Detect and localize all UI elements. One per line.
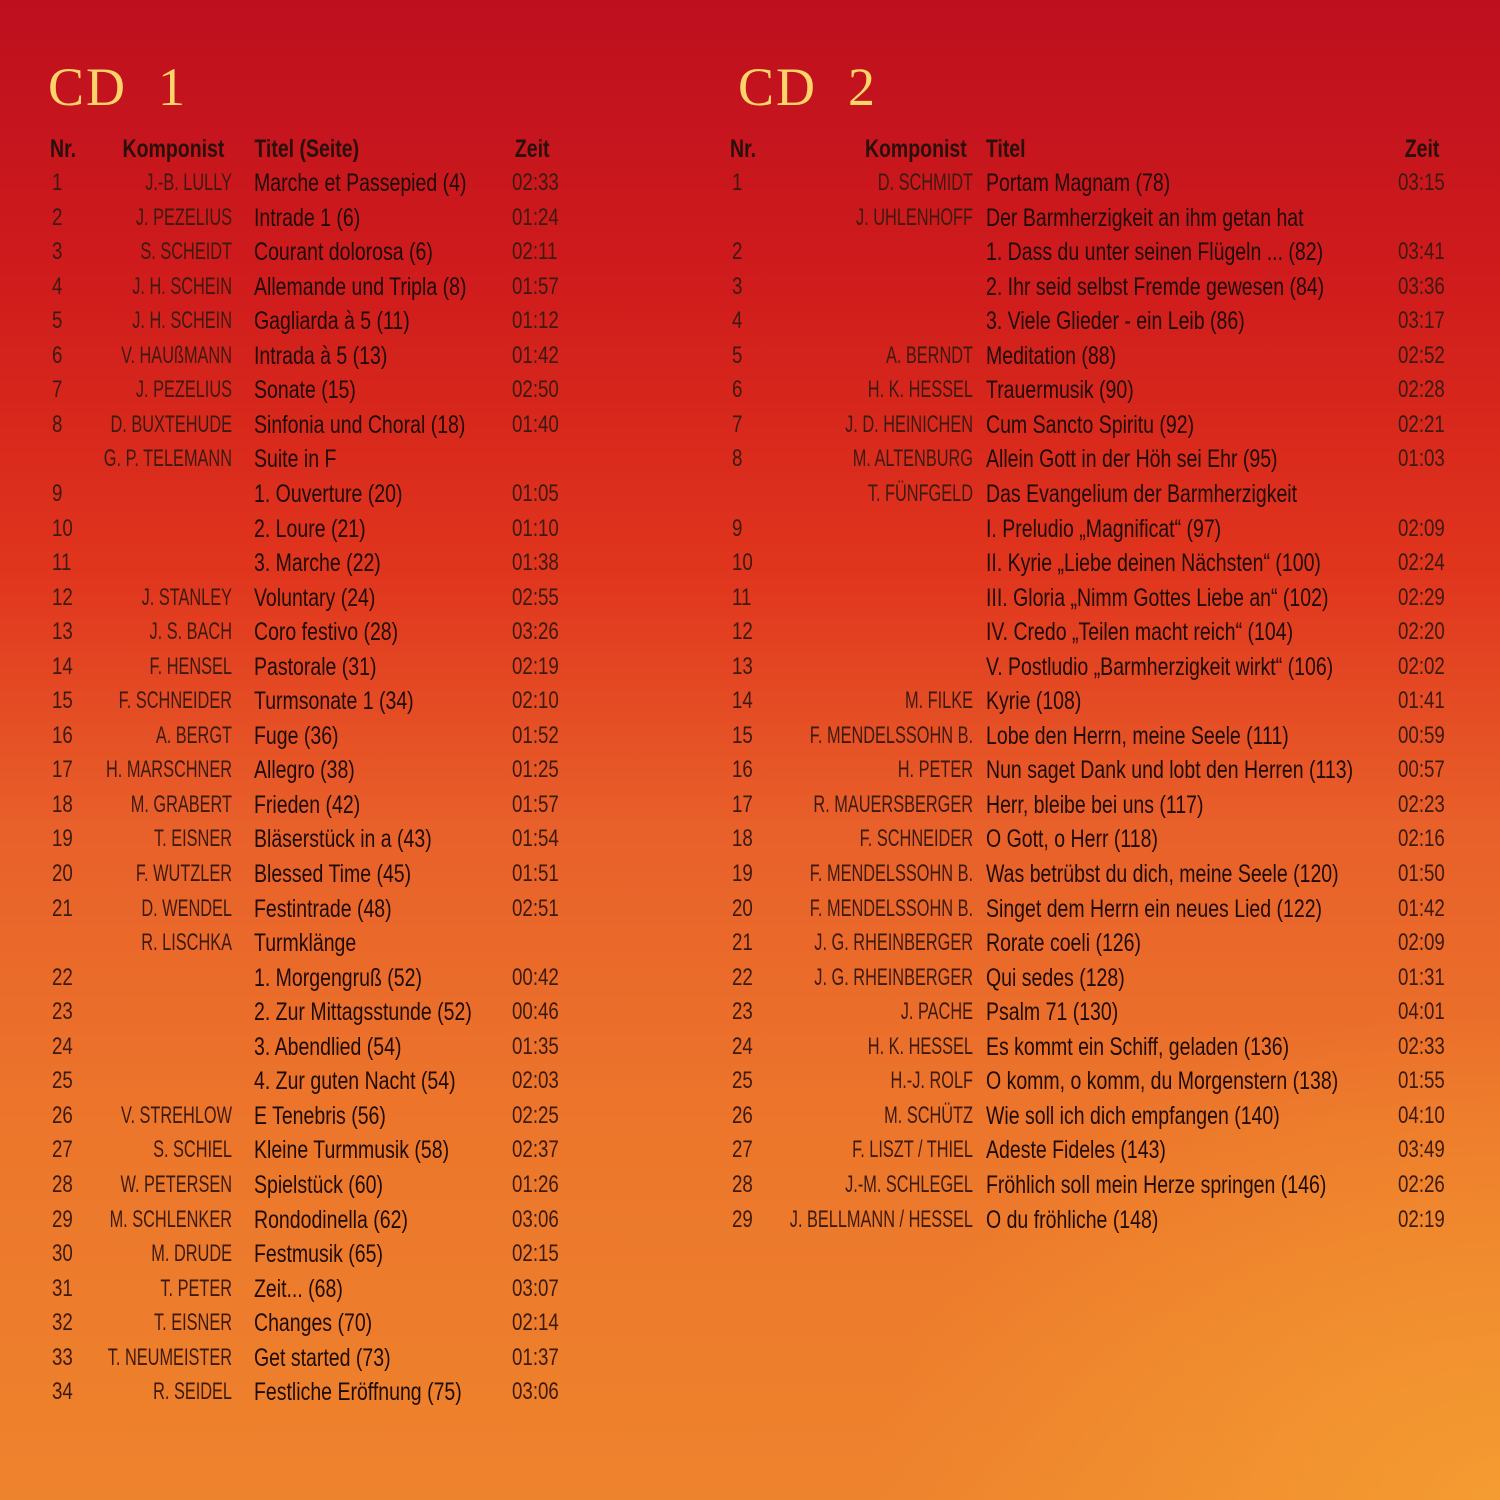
composer: J. H. SCHEIN (132, 307, 232, 335)
duration: 02:03 (512, 1067, 559, 1095)
track-row (0, 1030, 1500, 1064)
track-number: 28 (52, 1170, 73, 1198)
track-number: 10 (732, 549, 753, 577)
track-number: 25 (732, 1067, 753, 1095)
track-number: 24 (732, 1032, 753, 1060)
track-title: Festintrade (48) (254, 894, 392, 923)
track-title: Rorate coeli (126) (986, 929, 1142, 958)
track-title: O du fröhliche (148) (986, 1205, 1159, 1234)
composer: D. WENDEL (141, 894, 232, 922)
track-number: 18 (732, 825, 753, 853)
track-row (0, 684, 1500, 718)
track-title: Allemande und Tripla (8) (254, 272, 467, 301)
cd2-header-row (730, 132, 1440, 166)
track-number: 8 (52, 410, 63, 438)
track-number: 26 (52, 1101, 73, 1129)
track-title: 3. Abendlied (54) (254, 1032, 402, 1061)
composer: M. DRUDE (151, 1240, 232, 1268)
composer: T. EISNER (154, 1309, 232, 1337)
track-title: Marche et Passepied (4) (254, 169, 467, 197)
track-row (0, 339, 1500, 373)
duration: 00:46 (512, 998, 559, 1026)
track-number: 29 (732, 1205, 753, 1233)
track-row (0, 995, 1500, 1029)
track-title: Courant dolorosa (6) (254, 238, 433, 267)
track-title: Suite in F (254, 445, 337, 474)
duration: 01:26 (512, 1170, 559, 1198)
track-title: Fuge (36) (254, 721, 339, 750)
track-number: 27 (732, 1136, 753, 1164)
track-row (0, 1306, 1500, 1340)
duration: 03:06 (512, 1378, 559, 1406)
track-number: 17 (52, 756, 73, 784)
track-title: Trauermusik (90) (986, 376, 1134, 405)
track-number: 33 (52, 1343, 73, 1371)
composer: T. NEUMEISTER (107, 1343, 232, 1371)
composer: M. SCHLENKER (109, 1205, 232, 1233)
composer: J.-B. LULLY (145, 169, 232, 196)
track-row (0, 1272, 1500, 1306)
composer: H. K. HESSEL (867, 376, 973, 404)
duration: 01:41 (1398, 687, 1445, 715)
track-title: IV. Credo „Teilen macht reich“ (104) (986, 618, 1294, 647)
duration: 02:37 (512, 1136, 559, 1164)
duration: 01:03 (1398, 445, 1445, 473)
composer: W. PETERSEN (120, 1170, 232, 1198)
duration: 02:33 (1398, 1032, 1445, 1060)
track-title: Qui sedes (128) (986, 963, 1125, 992)
track-number: 12 (52, 583, 73, 611)
composer: G. P. TELEMANN (103, 445, 232, 473)
duration: 03:49 (1398, 1136, 1445, 1164)
track-number: 1 (732, 169, 743, 196)
duration: 01:42 (1398, 894, 1445, 922)
track-title: Allegro (38) (254, 756, 355, 785)
composer: F. HENSEL (149, 652, 232, 680)
duration: 02:20 (1398, 618, 1445, 646)
track-number: 34 (52, 1378, 73, 1406)
track-title: Lobe den Herrn, meine Seele (111) (986, 721, 1289, 750)
track-number: 6 (732, 376, 743, 404)
duration: 01:25 (512, 756, 559, 784)
duration: 01:24 (512, 203, 559, 231)
track-title: Sinfonia und Choral (18) (254, 410, 466, 439)
duration: 01:51 (512, 860, 559, 887)
composer: J. PACHE (900, 998, 973, 1026)
composer: H.-J. ROLF (890, 1067, 973, 1095)
track-title: Adeste Fideles (143) (986, 1136, 1166, 1165)
duration: 02:09 (1398, 929, 1445, 957)
duration: 02:29 (1398, 583, 1445, 611)
track-number: 13 (52, 618, 73, 646)
composer: F. MENDELSSOHN B. (809, 860, 973, 887)
track-title: Kyrie (108) (986, 687, 1082, 716)
cd1-title: CD 1 (48, 57, 188, 117)
duration: 02:28 (1398, 376, 1445, 404)
track-number: 3 (732, 272, 743, 300)
track-row (0, 201, 1500, 235)
composer: J. PEZELIUS (135, 376, 232, 404)
duration: 01:42 (512, 341, 559, 369)
track-title: Das Evangelium der Barmherzigkeit (986, 479, 1298, 508)
composer: D. BUXTEHUDE (110, 410, 232, 438)
header-nr: Nr. (50, 135, 77, 163)
track-number: 18 (52, 790, 73, 818)
composer: J. G. RHEINBERGER (814, 929, 973, 957)
track-number: 28 (732, 1170, 753, 1198)
composer: H. K. HESSEL (867, 1032, 973, 1060)
composer: S. SCHIEL (153, 1136, 232, 1164)
composer: T. PETER (160, 1274, 232, 1302)
composer: M. GRABERT (130, 790, 232, 818)
track-title: 1. Ouverture (20) (254, 479, 403, 508)
track-number: 5 (732, 341, 743, 369)
duration: 01:52 (512, 721, 559, 749)
track-number: 23 (52, 998, 73, 1026)
cd2-title: CD 2 (738, 57, 878, 117)
track-title: Get started (73) (254, 1343, 391, 1372)
track-row (0, 719, 1500, 753)
duration: 02:25 (512, 1101, 559, 1129)
track-row (0, 408, 1500, 442)
track-title: 1. Morgengruß (52) (254, 963, 422, 992)
track-title: Voluntary (24) (254, 583, 376, 612)
track-row (0, 822, 1500, 856)
composer: T. EISNER (154, 825, 232, 853)
track-row (0, 615, 1500, 649)
track-title: Nun saget Dank und lobt den Herren (113) (986, 756, 1354, 785)
composer: J. UHLENHOFF (856, 203, 973, 231)
track-title: Rondodinella (62) (254, 1205, 408, 1234)
duration: 02:15 (512, 1240, 559, 1268)
track-title: 3. Viele Glieder - ein Leib (86) (986, 307, 1245, 336)
track-number: 32 (52, 1309, 73, 1337)
composer: J. G. RHEINBERGER (814, 963, 973, 991)
composer: J.-M. SCHLEGEL (845, 1170, 973, 1198)
track-number: 5 (52, 307, 63, 335)
track-number: 7 (732, 410, 743, 438)
track-row (0, 892, 1500, 926)
track-title: Frieden (42) (254, 790, 361, 819)
track-title: O Gott, o Herr (118) (986, 825, 1158, 854)
track-title: Pastorale (31) (254, 652, 377, 681)
track-title: Herr, bleibe bei uns (117) (986, 790, 1204, 819)
track-title: III. Gloria „Nimm Gottes Liebe an“ (102) (986, 583, 1329, 612)
duration: 02:26 (1398, 1170, 1445, 1198)
track-row (0, 304, 1500, 338)
track-number: 11 (732, 583, 752, 611)
track-row (0, 581, 1500, 615)
duration: 02:16 (1398, 825, 1445, 853)
track-number: 20 (732, 894, 753, 922)
track-title: Turmsonate 1 (34) (254, 687, 414, 716)
track-number: 29 (52, 1205, 73, 1233)
composer: R. MAUERSBERGER (813, 790, 973, 818)
track-number: 7 (52, 376, 63, 404)
track-title: 1. Dass du unter seinen Flügeln ... (82) (986, 238, 1324, 267)
track-number: 30 (52, 1240, 73, 1268)
composer: J. D. HEINICHEN (845, 410, 973, 438)
composer: F. SCHNEIDER (118, 687, 232, 715)
composer: M. SCHÜTZ (884, 1101, 973, 1129)
track-row (0, 1133, 1500, 1167)
track-title: Turmklänge (254, 929, 357, 958)
composer: F. WUTZLER (135, 860, 232, 887)
track-title: Intrada à 5 (13) (254, 341, 388, 370)
track-title: Spielstück (60) (254, 1170, 383, 1199)
track-row (0, 373, 1500, 407)
track-row (0, 1341, 1500, 1375)
duration: 03:06 (512, 1205, 559, 1233)
composer: V. STREHLOW (121, 1101, 232, 1129)
composer: R. SEIDEL (153, 1378, 232, 1406)
track-row (0, 270, 1500, 304)
duration: 02:23 (1398, 790, 1445, 818)
header-zeit: Zeit (1404, 135, 1440, 163)
track-row (0, 235, 1500, 269)
duration: 02:19 (1398, 1205, 1445, 1233)
duration: 01:57 (512, 790, 559, 818)
track-number: 23 (732, 998, 753, 1026)
track-title: Portam Magnam (78) (986, 169, 1171, 197)
track-number: 15 (52, 687, 73, 715)
track-number: 22 (732, 963, 753, 991)
composer: S. SCHEIDT (140, 238, 232, 266)
track-number: 3 (52, 238, 63, 266)
duration: 01:50 (1398, 860, 1445, 887)
track-row (0, 961, 1500, 995)
track-title: E Tenebris (56) (254, 1101, 386, 1130)
track-row (0, 477, 1500, 511)
track-number: 13 (732, 652, 753, 680)
track-row (0, 1099, 1500, 1133)
track-title: Allein Gott in der Höh sei Ehr (95) (986, 445, 1278, 474)
duration: 01:12 (512, 307, 559, 335)
track-row (0, 1237, 1500, 1271)
duration: 02:10 (512, 687, 559, 715)
track-title: 3. Marche (22) (254, 549, 381, 578)
duration: 03:41 (1398, 238, 1445, 266)
track-title: Blessed Time (45) (254, 860, 412, 888)
track-row (0, 753, 1500, 787)
track-number: 9 (732, 514, 743, 542)
duration: 02:55 (512, 583, 559, 611)
composer: V. HAUßMANN (121, 341, 232, 369)
duration: 03:36 (1398, 272, 1445, 300)
track-title: Coro festivo (28) (254, 618, 399, 647)
track-number: 2 (732, 238, 743, 266)
track-number: 14 (52, 652, 73, 680)
track-row (0, 512, 1500, 546)
duration: 01:10 (512, 514, 559, 542)
track-number: 1 (52, 169, 63, 196)
track-row (0, 166, 1500, 200)
duration: 02:02 (1398, 652, 1445, 680)
track-row (0, 650, 1500, 684)
composer: T. FÜNFGELD (867, 479, 973, 507)
track-title: Intrade 1 (6) (254, 203, 361, 232)
track-number: 14 (732, 687, 753, 715)
track-number: 12 (732, 618, 753, 646)
header-nr: Nr. (730, 135, 757, 163)
track-row (0, 442, 1500, 476)
track-number: 26 (732, 1101, 753, 1129)
composer: A. BERNDT (885, 341, 973, 369)
composer: J. S. BACH (149, 618, 232, 646)
duration: 03:26 (512, 618, 559, 646)
track-title: Singet dem Herrn ein neues Lied (122) (986, 894, 1323, 923)
track-title: Changes (70) (254, 1309, 373, 1338)
composer: H. PETER (897, 756, 973, 784)
track-title: Sonate (15) (254, 376, 356, 405)
track-row (0, 788, 1500, 822)
duration: 03:07 (512, 1274, 559, 1302)
track-title: V. Postludio „Barmherzigkeit wirkt“ (106) (986, 652, 1334, 681)
track-title: Gagliarda à 5 (11) (254, 307, 410, 336)
track-title: Wie soll ich dich empfangen (140) (986, 1101, 1280, 1130)
track-number: 21 (52, 894, 73, 922)
duration: 02:21 (1398, 410, 1445, 438)
track-number: 19 (732, 860, 753, 887)
header-zeit: Zeit (514, 135, 550, 163)
track-number: 4 (732, 307, 743, 335)
track-number: 15 (732, 721, 753, 749)
track-title: 2. Zur Mittagsstunde (52) (254, 998, 472, 1027)
composer: J. H. SCHEIN (132, 272, 232, 300)
duration: 04:10 (1398, 1101, 1445, 1129)
composer: F. SCHNEIDER (859, 825, 973, 853)
track-row (0, 1375, 1500, 1409)
track-title: I. Preludio „Magnificat“ (97) (986, 514, 1222, 543)
duration: 03:15 (1398, 169, 1445, 196)
composer: M. ALTENBURG (852, 445, 973, 473)
composer: D. SCHMIDT (877, 169, 973, 196)
track-title: Bläserstück in a (43) (254, 825, 432, 854)
track-number: 8 (732, 445, 743, 473)
duration: 01:57 (512, 272, 559, 300)
track-number: 27 (52, 1136, 73, 1164)
track-number: 25 (52, 1067, 73, 1095)
duration: 02:52 (1398, 341, 1445, 369)
duration: 02:09 (1398, 514, 1445, 542)
duration: 01:35 (512, 1032, 559, 1060)
duration: 02:51 (512, 894, 559, 922)
composer: J. BELLMANN / HESSEL (789, 1205, 973, 1233)
duration: 02:33 (512, 169, 559, 196)
duration: 01:55 (1398, 1067, 1445, 1095)
track-number: 10 (52, 514, 73, 542)
track-number: 21 (732, 929, 753, 957)
track-number: 16 (732, 756, 753, 784)
duration: 02:50 (512, 376, 559, 404)
track-title: O komm, o komm, du Morgenstern (138) (986, 1067, 1339, 1096)
track-title: Es kommt ein Schiff, geladen (136) (986, 1032, 1290, 1061)
duration: 01:37 (512, 1343, 559, 1371)
composer: F. MENDELSSOHN B. (809, 721, 973, 749)
composer: J. PEZELIUS (135, 203, 232, 231)
track-title: Cum Sancto Spiritu (92) (986, 410, 1195, 439)
composer: F. LISZT / THIEL (852, 1136, 973, 1164)
composer: A. BERGT (155, 721, 232, 749)
track-title: 2. Ihr seid selbst Fremde gewesen (84) (986, 272, 1325, 301)
track-row (0, 857, 1500, 891)
track-number: 2 (52, 203, 63, 231)
track-row (0, 1064, 1500, 1098)
track-number: 16 (52, 721, 73, 749)
composer: H. MARSCHNER (105, 756, 232, 784)
track-title: Was betrübst du dich, meine Seele (120) (986, 860, 1339, 888)
duration: 01:54 (512, 825, 559, 853)
track-row (0, 546, 1500, 580)
track-title: Zeit... (68) (254, 1274, 343, 1303)
header-titel: Titel (985, 135, 1026, 163)
track-title: Fröhlich soll mein Herze springen (146) (986, 1170, 1327, 1199)
track-title: Meditation (88) (986, 341, 1117, 370)
track-number: 17 (732, 790, 753, 818)
duration: 00:42 (512, 963, 559, 991)
duration: 01:40 (512, 410, 559, 438)
duration: 00:57 (1398, 756, 1445, 784)
track-title: II. Kyrie „Liebe deinen Nächsten“ (100) (986, 549, 1321, 578)
duration: 02:19 (512, 652, 559, 680)
track-row (0, 926, 1500, 960)
track-title: Kleine Turmmusik (58) (254, 1136, 450, 1165)
track-title: 4. Zur guten Nacht (54) (254, 1067, 456, 1096)
duration: 02:11 (512, 238, 558, 266)
duration: 03:17 (1398, 307, 1445, 335)
track-title: Psalm 71 (130) (986, 998, 1119, 1027)
track-number: 19 (52, 825, 73, 853)
header-komponist: Komponist (864, 135, 967, 163)
duration: 00:59 (1398, 721, 1445, 749)
duration: 01:05 (512, 479, 559, 507)
track-number: 22 (52, 963, 73, 991)
track-title: Der Barmherzigkeit an ihm getan hat (986, 203, 1304, 232)
track-row (0, 1168, 1500, 1202)
track-number: 9 (52, 479, 63, 507)
track-number: 11 (52, 549, 72, 577)
composer: F. MENDELSSOHN B. (809, 894, 973, 922)
duration: 02:24 (1398, 549, 1445, 577)
composer: J. STANLEY (141, 583, 232, 611)
duration: 04:01 (1398, 998, 1445, 1026)
track-number: 31 (52, 1274, 73, 1302)
composer: M. FILKE (904, 687, 973, 715)
track-number: 6 (52, 341, 63, 369)
track-number: 4 (52, 272, 63, 300)
duration: 02:14 (512, 1309, 559, 1337)
header-komponist: Komponist (122, 135, 225, 163)
track-row (0, 1203, 1500, 1237)
track-number: 20 (52, 860, 73, 887)
cd1-header-row (50, 132, 550, 166)
header-titel: Titel (Seite) (254, 135, 360, 163)
duration: 01:38 (512, 549, 559, 577)
duration: 01:31 (1398, 963, 1445, 991)
track-number: 24 (52, 1032, 73, 1060)
composer: R. LISCHKA (141, 929, 232, 957)
track-title: Festmusik (65) (254, 1240, 383, 1269)
track-title: 2. Loure (21) (254, 514, 366, 543)
track-title: Festliche Eröffnung (75) (254, 1378, 462, 1407)
